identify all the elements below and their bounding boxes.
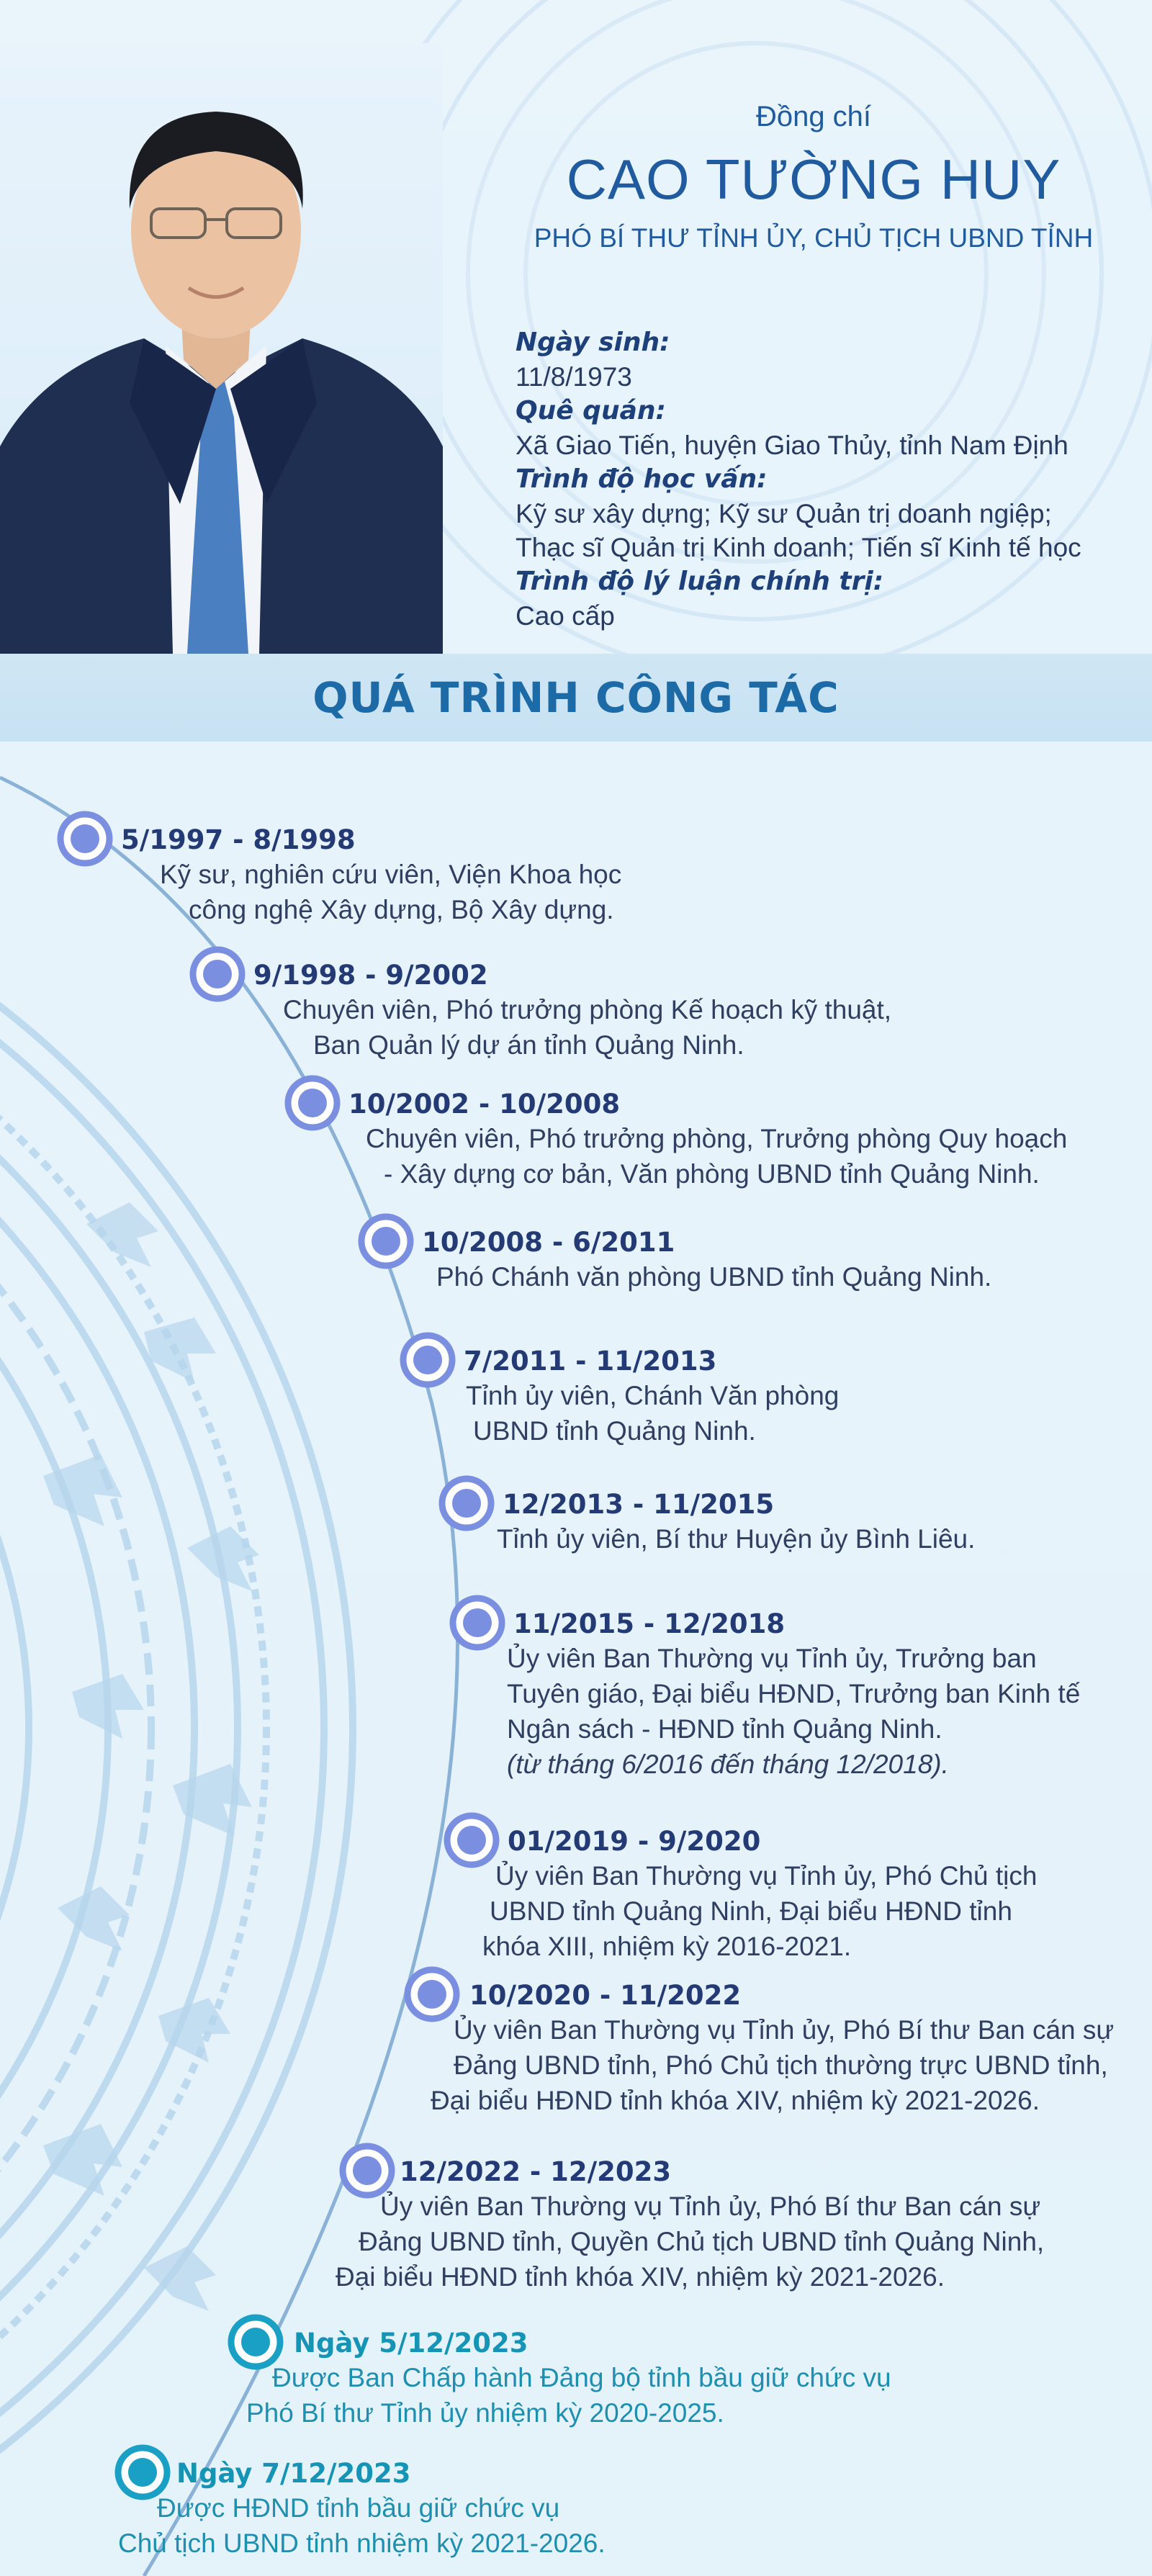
timeline-date: 01/2019 - 9/2020 [508, 1826, 761, 1857]
timeline-description: Đại biểu HĐND tỉnh khóa XIV, nhiệm kỳ 2021-2026. [336, 2262, 945, 2292]
timeline-description: công nghệ Xây dựng, Bộ Xây dựng. [189, 895, 614, 924]
timeline-description: khóa XIII, nhiệm kỳ 2016-2021. [482, 1932, 852, 1961]
timeline-description: Chủ tịch UBND tỉnh nhiệm kỳ 2021-2026. [118, 2528, 606, 2558]
timeline-node [453, 1598, 502, 1647]
politics-label: Trình độ lý luận chính trị: [516, 567, 884, 596]
timeline-date: Ngày 7/12/2023 [176, 2458, 411, 2489]
education-label: Trình độ học vấn: [516, 464, 768, 494]
education-line2: Thạc sĩ Quản trị Kinh doanh; Tiến sĩ Kinh tế học [516, 533, 1081, 562]
timeline-description: Kỹ sư, nghiên cứu viên, Viện Khoa học [160, 860, 622, 889]
timeline-description: Ủy viên Ban Thường vụ Tỉnh ủy, Phó Bí thư Ban cán sự [380, 2192, 1041, 2221]
comrade-label: Đồng chí [755, 101, 872, 132]
birth-value: 11/8/1973 [516, 362, 632, 392]
timeline-date: 10/2002 - 10/2008 [348, 1089, 621, 1120]
timeline-description: Được HĐND tỉnh bầu giữ chức vụ [157, 2493, 560, 2523]
timeline-description: Đại biểu HĐND tỉnh khóa XIV, nhiệm kỳ 2021-2026. [431, 2086, 1040, 2115]
person-name: CAO TƯỜNG HUY [566, 148, 1061, 211]
timeline-date: Ngày 5/12/2023 [294, 2328, 528, 2359]
politics-value: Cao cấp [516, 601, 615, 631]
timeline-description: Ban Quản lý dự án tỉnh Quảng Ninh. [313, 1030, 744, 1060]
timeline-date: 5/1997 - 8/1998 [121, 824, 356, 855]
timeline-description: - Xây dựng cơ bản, Văn phòng UBND tỉnh Quảng Ninh. [384, 1159, 1040, 1189]
timeline-date: 7/2011 - 11/2013 [464, 1346, 717, 1377]
timeline-node [231, 2318, 280, 2366]
timeline-date: 12/2013 - 11/2015 [503, 1489, 775, 1520]
timeline-node [403, 1336, 452, 1384]
timeline-description: Ủy viên Ban Thường vụ Tỉnh ủy, Trưởng ban [507, 1644, 1037, 1673]
hometown-label: Quê quán: [516, 396, 666, 425]
timeline-node [442, 1479, 491, 1528]
timeline-description: UBND tỉnh Quảng Ninh. [473, 1416, 756, 1446]
timeline-date: 9/1998 - 9/2002 [253, 960, 488, 991]
timeline-node [60, 814, 109, 863]
timeline-description: Phó Bí thư Tỉnh ủy nhiệm kỳ 2020-2025. [246, 2398, 724, 2428]
timeline-description: Đảng UBND tỉnh, Quyền Chủ tịch UBND tỉnh Quảng Ninh, [359, 2227, 1045, 2256]
timeline-description: Tỉnh ủy viên, Chánh Văn phòng [466, 1381, 840, 1410]
timeline-description: Được Ban Chấp hành Đảng bộ tỉnh bầu giữ chức vụ [272, 2363, 891, 2392]
timeline-description: Tuyên giáo, Đại biểu HĐND, Trưởng ban Kinh tế [507, 1679, 1081, 1708]
timeline-description: Tỉnh ủy viên, Bí thư Huyện ủy Bình Liêu. [497, 1524, 976, 1554]
timeline-node [447, 1816, 496, 1865]
education-line1: Kỹ sư xây dựng; Kỹ sư Quản trị doanh ngiệp; [516, 499, 1052, 528]
timeline-node [408, 1970, 456, 2019]
timeline-node [361, 1217, 410, 1266]
section-title: QUÁ TRÌNH CÔNG TÁC [312, 673, 840, 722]
timeline-date: 10/2008 - 6/2011 [422, 1227, 675, 1258]
timeline-node [193, 950, 242, 999]
timeline-date: 11/2015 - 12/2018 [513, 1608, 786, 1639]
timeline-description: Phó Chánh văn phòng UBND tỉnh Quảng Ninh. [436, 1262, 992, 1292]
birth-label: Ngày sinh: [516, 328, 670, 357]
timeline-node [343, 2146, 392, 2195]
timeline-description: Ngân sách - HĐND tỉnh Quảng Ninh. [507, 1714, 942, 1744]
timeline-description: UBND tỉnh Quảng Ninh, Đại biểu HĐND tỉnh [490, 1896, 1012, 1926]
timeline-description: Ủy viên Ban Thường vụ Tỉnh ủy, Phó Bí thư Ban cán sự [454, 2015, 1115, 2045]
timeline-date: 10/2020 - 11/2022 [469, 1980, 742, 2011]
timeline-date: 12/2022 - 12/2023 [400, 2156, 672, 2187]
hometown-value: Xã Giao Tiến, huyện Giao Thủy, tỉnh Nam Định [516, 431, 1068, 460]
timeline-node [288, 1078, 337, 1127]
timeline-description: Đảng UBND tỉnh, Phó Chủ tịch thường trực UBND tỉnh, [454, 2050, 1108, 2080]
timeline-node [118, 2448, 167, 2497]
timeline-description: Chuyên viên, Phó trưởng phòng, Trưởng phòng Quy hoạch [366, 1124, 1068, 1153]
position-title: PHÓ BÍ THƯ TỈNH ỦY, CHỦ TỊCH UBND TỈNH [534, 223, 1094, 253]
timeline-description: Chuyên viên, Phó trưởng phòng Kế hoạch kỹ thuật, [283, 995, 892, 1024]
timeline-note: (từ tháng 6/2016 đến tháng 12/2018). [507, 1749, 949, 1779]
timeline-description: Ủy viên Ban Thường vụ Tỉnh ủy, Phó Chủ tịch [495, 1861, 1038, 1891]
